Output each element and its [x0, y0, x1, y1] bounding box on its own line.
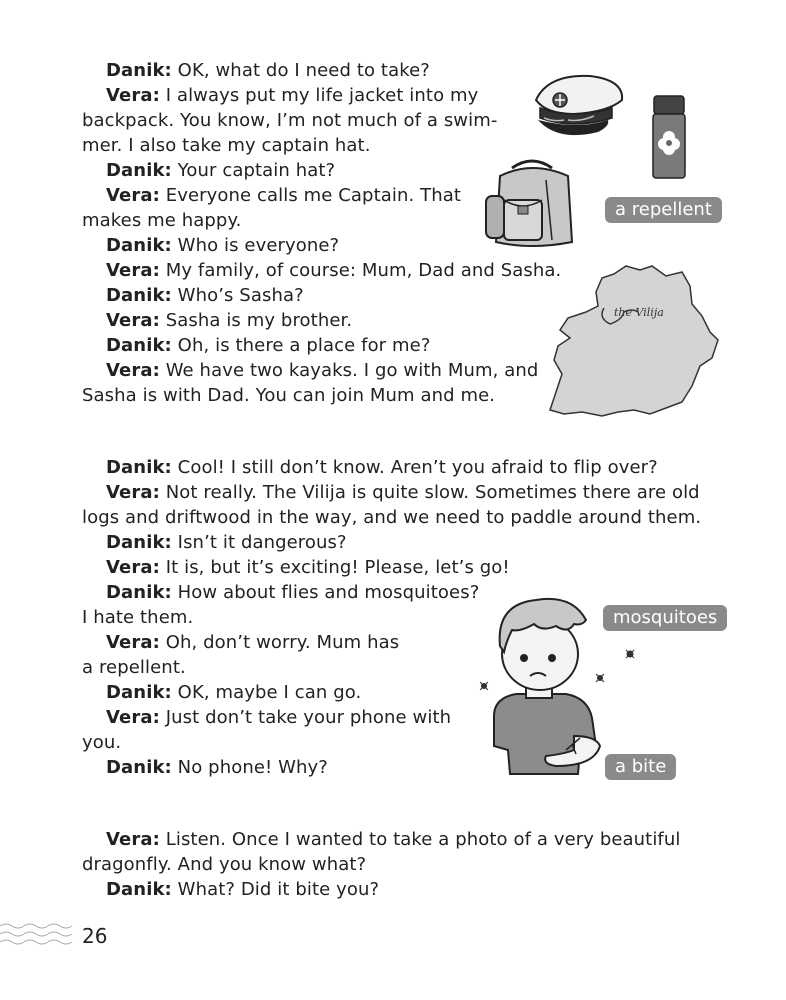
line-p2-7: Vera: Oh, don’t worry. Mum has: [106, 632, 400, 653]
line-p1-6: makes me happy.: [82, 210, 242, 231]
wave-decoration-icon: [0, 920, 74, 950]
line-p2-3: Danik: Isn’t it dangerous?: [106, 532, 347, 553]
map-vilija-label: the Vilija: [614, 306, 664, 319]
line-p1-5: Vera: Everyone calls me Captain. That: [106, 185, 462, 206]
line-p2-11: you.: [82, 732, 122, 753]
line-p1-4: Danik: Your captain hat?: [106, 160, 336, 181]
line-p3-2: Danik: What? Did it bite you?: [106, 879, 380, 900]
line-p1-1: Vera: I always put my life jacket into my: [106, 85, 479, 106]
line-p2-9: Danik: OK, maybe I can go.: [106, 682, 362, 703]
line-p1-10: Vera: Sasha is my brother.: [106, 310, 353, 331]
line-p2-1: Vera: Not really. The Vilija is quite slow. Sometimes there are old: [106, 482, 700, 503]
line-p2-6: I hate them.: [82, 607, 194, 628]
page-number: 26: [82, 924, 108, 948]
line-p2-2: logs and driftwood in the way, and we need to paddle around them.: [82, 507, 702, 528]
backpack-icon: [482, 156, 582, 250]
repellent-label: a repellent: [605, 197, 722, 223]
boy-mosquito-illustration: [476, 586, 636, 778]
line-p1-8: Vera: My family, of course: Mum, Dad and Sasha.: [106, 260, 562, 281]
line-p1-12: Vera: We have two kayaks. I go with Mum, and: [106, 360, 539, 381]
line-p1-13: Sasha is with Dad. You can join Mum and me.: [82, 385, 496, 406]
line-p2-12: Danik: No phone! Why?: [106, 757, 328, 778]
line-p1-7: Danik: Who is everyone?: [106, 235, 340, 256]
line-p1-9: Danik: Who’s Sasha?: [106, 285, 304, 306]
line-p2-0: Danik: Cool! I still don’t know. Aren’t you afraid to flip over?: [106, 457, 658, 478]
line-p1-11: Danik: Oh, is there a place for me?: [106, 335, 431, 356]
captain-hat-icon: [528, 70, 628, 142]
line-p3-1: dragonfly. And you know what?: [82, 854, 367, 875]
line-p3-0: Vera: Listen. Once I wanted to take a photo of a very beautiful: [106, 829, 681, 850]
line-p1-3: mer. I also take my captain hat.: [82, 135, 371, 156]
line-p2-5: Danik: How about flies and mosquitoes?: [106, 582, 480, 603]
belarus-map: [542, 262, 726, 424]
bite-label: a bite: [605, 754, 676, 780]
line-p2-8: a repellent.: [82, 657, 186, 678]
line-p1-2: backpack. You know, I’m not much of a swim-: [82, 110, 498, 131]
line-p1-0: Danik: OK, what do I need to take?: [106, 60, 430, 81]
repellent-bottle-icon: [649, 94, 689, 180]
mosquitoes-label: mosquitoes: [603, 605, 727, 631]
line-p2-10: Vera: Just don’t take your phone with: [106, 707, 452, 728]
line-p2-4: Vera: It is, but it’s exciting! Please, let’s go!: [106, 557, 510, 578]
